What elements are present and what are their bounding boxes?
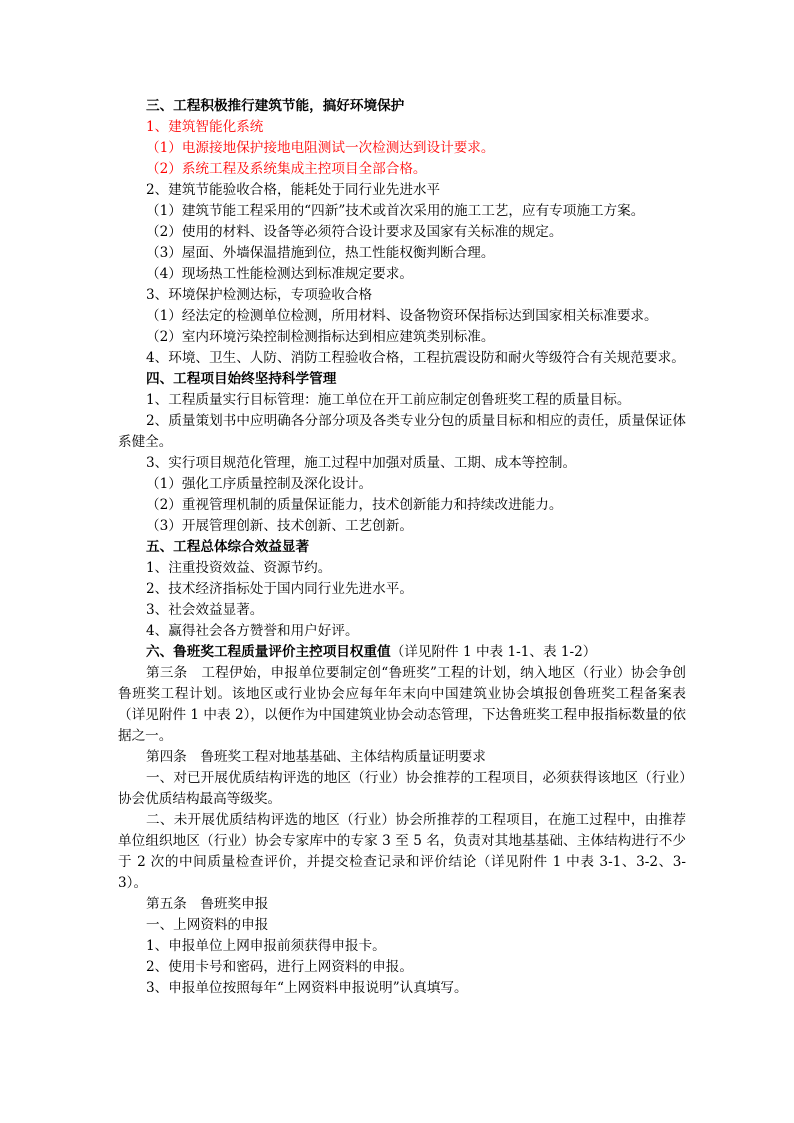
- article-4-paragraph-1: 一、对已开展优质结构评选的地区（行业）协会推荐的工程项目，必须获得该地区（行业）协会优质结构最高等级奖。: [118, 770, 686, 807]
- section-3-sub-3-title: 3、环境保护检测达标，专项验收合格: [146, 287, 373, 303]
- section-3-sub-2-item-4: （4）现场热工性能检测达到标准规定要求。: [146, 266, 413, 282]
- article-4-title: 第四条 鲁班奖工程对地基基础、主体结构质量证明要求: [146, 749, 486, 765]
- document-page: [118, 96, 686, 999]
- section-3-sub-1-item-1: （1）电源接地保护接地电阻测试一次检测达到设计要求。: [146, 140, 495, 156]
- section-5-heading: 五、工程总体综合效益显著: [146, 539, 310, 555]
- article-5-item-2: 2、使用卡号和密码，进行上网资料的申报。: [146, 959, 413, 975]
- section-4-item-3: 3、实行项目规范化管理，施工过程中加强对质量、工期、成本等控制。: [146, 455, 577, 471]
- article-5-title: 第五条 鲁班奖申报: [146, 896, 269, 912]
- article-5-item-1: 1、申报单位上网申报前须获得申报卡。: [146, 938, 386, 954]
- section-3-sub-3-item-2: （2）室内环境污染控制检测指标达到相应建筑类别标准。: [146, 329, 495, 345]
- article-3: 第三条 工程伊始，申报单位要制定创“鲁班奖”工程的计划，纳入地区（行业）协会争创鲁班奖工程计划。该地区或行业协会应每年年末向中国建筑业协会填报创鲁班奖工程备案表（详见附件 1 中表 2），以便作为中国建筑业协会动态管理，下达鲁班奖工程申报指标数量的依据之一。: [118, 665, 686, 744]
- section-3-sub-2-item-1: （1）建筑节能工程采用的“四新”技术或首次采用的施工工艺，应有专项施工方案。: [146, 203, 645, 219]
- section-5-item-1: 1、注重投资效益、资源节约。: [146, 560, 332, 576]
- section-4-item-3-sub-1: （1）强化工序质量控制及深化设计。: [146, 476, 373, 492]
- section-6-heading-note: （详见附件 1 中表 1-1、表 1-2）: [390, 644, 597, 660]
- article-5-paragraph-1: 一、上网资料的申报: [146, 917, 269, 933]
- section-6-heading: [118, 642, 686, 663]
- section-3-sub-2-item-3: （3）屋面、外墙保温措施到位，热工性能权衡判断合理。: [146, 245, 495, 261]
- section-3-sub-4: 4、环境、卫生、人防、消防工程验收合格，工程抗震设防和耐火等级符合有关规范要求。: [146, 350, 685, 366]
- section-4-item-1: 1、工程质量实行目标管理：施工单位在开工前应制定创鲁班奖工程的质量目标。: [146, 392, 631, 408]
- section-4-item-2: 2、质量策划书中应明确各分部分项及各类专业分包的质量目标和相应的责任，质量保证体系健全。: [118, 413, 686, 450]
- section-4-item-3-sub-3: （3）开展管理创新、技术创新、工艺创新。: [146, 518, 413, 534]
- section-3-sub-1-title: 1、建筑智能化系统: [146, 119, 264, 135]
- section-5-item-3: 3、社会效益显著。: [146, 602, 264, 618]
- section-5-item-4: 4、赢得社会各方赞誉和用户好评。: [146, 623, 359, 639]
- section-3-heading: 三、工程积极推行建筑节能，搞好环境保护: [146, 98, 405, 114]
- section-3-sub-2-item-2: （2）使用的材料、设备等必须符合设计要求及国家有关标准的规定。: [146, 224, 563, 240]
- section-6-heading-title: 六、鲁班奖工程质量评价主控项目权重值: [146, 644, 391, 660]
- section-4-heading: 四、工程项目始终坚持科学管理: [146, 371, 337, 387]
- section-3-sub-3-item-1: （1）经法定的检测单位检测，所用材料、设备物资环保指标达到国家相关标准要求。: [146, 308, 658, 324]
- section-3-sub-1-item-2: （2）系统工程及系统集成主控项目全部合格。: [146, 161, 427, 177]
- article-5-item-3: 3、申报单位按照每年“上网资料申报说明”认真填写。: [146, 980, 468, 996]
- article-4-paragraph-2: 二、未开展优质结构评选的地区（行业）协会所推荐的工程项目，在施工过程中，由推荐单位组织地区（行业）协会专家库中的专家 3 至 5 名，负责对其地基基础、主体结构进行不少于 2 次的中间质量检查评价，并提交检查记录和评价结论（详见附件 1 中表 3-1、3-2、3-3）。: [118, 812, 686, 891]
- section-4-item-3-sub-2: （2）重视管理机制的质量保证能力，技术创新能力和持续改进能力。: [146, 497, 563, 513]
- section-3-sub-2-title: 2、建筑节能验收合格，能耗处于同行业先进水平: [146, 182, 441, 198]
- section-5-item-2: 2、技术经济指标处于国内同行业先进水平。: [146, 581, 413, 597]
